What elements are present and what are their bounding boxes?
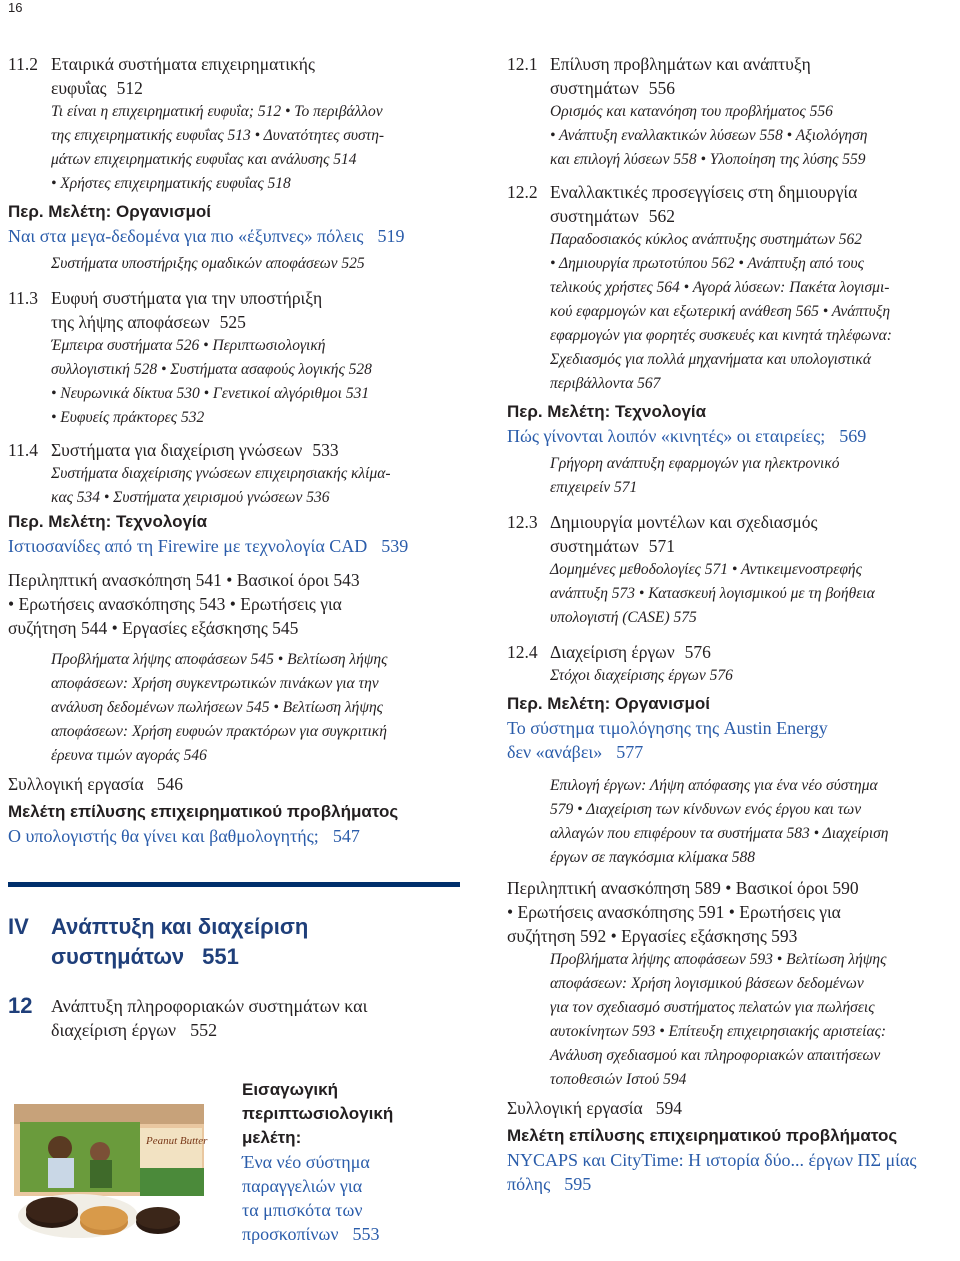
topic-line: τοποθεσιών Ιστού 594 [550, 1071, 687, 1088]
section-page: 576 [684, 642, 711, 662]
problem-case-title: Ο υπολογιστής θα γίνει και βαθμολογητής; [8, 826, 319, 846]
topic-line: ανάπτυξη 573 • Κατασκευή λογισμικού με τη βοήθεια [550, 585, 875, 602]
topic-line: • Νευρωνικά δίκτυα 530 • Γενετικοί αλγόριθμοι 531 [51, 385, 370, 402]
box-label-text: Peanut Butter [146, 1135, 208, 1147]
page-number: 16 [8, 0, 23, 15]
section-page: 525 [219, 312, 246, 332]
section-title-line2: ευφυΐας [51, 78, 107, 98]
toc-right-column [507, 52, 957, 1196]
topic-line: κας 534 • Συστήματα χειρισμού γνώσεων 536 [51, 489, 330, 506]
section-12-4[interactable] [507, 640, 957, 688]
topic-line: Επιλογή έργων: Λήψη απόφασης για ένα νέο σύστημα [550, 777, 878, 794]
chapter-title-line2: διαχείριση έργων [51, 1020, 177, 1040]
chapter-12-heading[interactable] [8, 994, 468, 1042]
case-study-4[interactable] [507, 692, 957, 764]
section-title-line1: Εταιρικά συστήματα επιχειρηματικής [51, 54, 315, 74]
topic-line: • Ευφυείς πράκτορες 532 [51, 409, 205, 426]
topic-line: • Δημιουργία πρωτοτύπου 562 • Ανάπτυξη από τους [550, 255, 864, 272]
intro-title-line: προσκοπίνων [242, 1224, 339, 1244]
topic-line: Συστήματα διαχείρισης γνώσεων επιχειρησιακής κλίμα- [51, 465, 391, 482]
section-page: 562 [648, 206, 675, 226]
topic-line: αποφάσεων: Χρήση λογισμικού βάσεων δεδομένων [550, 975, 864, 992]
business-problem-case[interactable] [8, 800, 464, 848]
topic-line: Τι είναι η επιχειρηματική ευφυΐα; 512 • Το περιβάλλον [51, 103, 383, 120]
topic-line: της επιχειρηματικής ευφυΐας 513 • Δυνατότητες συστη- [51, 127, 385, 144]
topic-line: έργων σε παγκόσμια κλίμακα 588 [550, 849, 755, 866]
topic-line: • Ανάπτυξη εναλλακτικών λύσεων 558 • Αξιολόγηση [550, 127, 868, 144]
topic-line: Προβλήματα λήψης αποφάσεων 545 • Βελτίωση λήψης [51, 651, 388, 668]
case-study-title: Πώς γίνονται λοιπόν «κινητές» οι εταιρείες; [507, 426, 826, 446]
topic-line: έρευνα τιμών αγοράς 546 [51, 747, 207, 764]
topic-line: αλλαγών που επιφέρουν τα συστήματα 583 • Διαχείριση [550, 825, 889, 842]
section-number: 12.2 [507, 182, 538, 202]
topic-line: επιχειρείν 571 [550, 479, 638, 496]
section-title-line2: συστημάτων [550, 536, 639, 556]
chapter-title-line1: Ανάπτυξη πληροφοριακών συστημάτων και [51, 996, 368, 1016]
case-study-page: 519 [377, 226, 405, 246]
topic-line: Στόχοι διαχείρισης έργων 576 [550, 667, 733, 684]
topic-line: Ανάλυση σχεδιασμού και πληροφοριακών απαιτήσεων [550, 1047, 881, 1064]
intro-label-line: μελέτη: [242, 1128, 302, 1147]
topic-line: Συστήματα υποστήριξης ομαδικών αποφάσεων 525 [51, 255, 365, 272]
topic-line: και επιλογή λύσεων 558 • Υλοποίηση της λύσης 559 [550, 151, 866, 168]
section-title-line1: Διαχείριση έργων [550, 642, 675, 662]
topic-line: Γρήγορη ανάπτυξη εφαρμογών για ηλεκτρονικό [550, 455, 840, 472]
section-title-line1: Δημιουργία μοντέλων και σχεδιασμός [550, 512, 818, 532]
topic-line: αυτοκίνητων 593 • Επίτευξη επιχειρησιακής αριστείας: [550, 1023, 887, 1040]
case-study-label: Περ. Μελέτη: Οργανισμοί [507, 694, 710, 713]
part-heading[interactable] [8, 912, 468, 972]
topic-line: Δομημένες μεθοδολογίες 571 • Αντικειμενοστρεφής [550, 561, 862, 578]
topic-line: Έμπειρα συστήματα 526 • Περιπτωσιολογική [51, 337, 326, 354]
intro-title-line: Ένα νέο σύστημα [242, 1152, 370, 1172]
case-study-page: 569 [839, 426, 867, 446]
section-12-3[interactable] [507, 510, 957, 630]
section-page: 571 [648, 536, 675, 556]
section-12-2[interactable] [507, 180, 957, 396]
section-page: 556 [648, 78, 675, 98]
case-study-2[interactable] [8, 510, 464, 558]
section-page: 512 [116, 78, 143, 98]
problem-case-label: Μελέτη επίλυσης επιχειρηματικού προβλήματος [8, 802, 399, 821]
topic-line: εφαρμογών για φορητές συσκευές και κινητά τηλέφωνα: [550, 327, 892, 344]
topic-line: Παραδοσιακός κύκλος ανάπτυξης συστημάτων 562 [550, 231, 863, 248]
part-number: IV [8, 914, 29, 939]
section-number: 11.3 [8, 288, 38, 308]
topic-line: κού εφαρμογών και εξωτερική ανάθεση 565 • Ανάπτυξη [550, 303, 891, 320]
intro-page: 553 [352, 1224, 380, 1244]
case-study-title: Το σύστημα τιμολόγησης της Austin Energy [507, 718, 828, 738]
section-11-4[interactable] [8, 438, 464, 510]
case-study-1[interactable] [8, 200, 464, 248]
topic-line: • Χρήστες επιχειρηματικής ευφυΐας 518 [51, 175, 291, 192]
review-line: Περιληπτική ανασκόπηση 589 • Βασικοί όροι 590 [507, 878, 859, 898]
part-divider-rule [8, 882, 460, 887]
chapter-review[interactable] [8, 568, 464, 640]
business-problem-case[interactable] [507, 1124, 957, 1196]
intro-title-line: τα μπισκότα των [242, 1200, 363, 1220]
intro-label-line: Εισαγωγική [242, 1080, 338, 1099]
topic-line: αποφάσεων: Χρήση ευφυών πρακτόρων για συγκριτική [51, 723, 387, 740]
topic-line: υπολογιστή (CASE) 575 [550, 609, 697, 626]
topic-line: συλλογιστική 528 • Συστήματα ασαφούς λογικής 528 [51, 361, 372, 378]
case-study-title-line2: δεν «ανάβει» [507, 742, 603, 762]
part-title-line1: Ανάπτυξη και διαχείριση [51, 914, 309, 939]
topic-line: Σχεδιασμός για πολλά μηχανήματα και υπολογιστικά [550, 351, 871, 368]
section-11-2[interactable] [8, 52, 464, 196]
hands-on-exercises [8, 648, 464, 768]
chapter-page: 552 [190, 1020, 218, 1040]
topic-line: περιβάλλοντα 567 [550, 375, 661, 392]
section-number: 11.4 [8, 440, 38, 460]
case-study-label: Περ. Μελέτη: Οργανισμοί [8, 202, 211, 221]
section-12-1[interactable] [507, 52, 957, 172]
topic-line: ανάλυση δεδομένων πωλήσεων 545 • Βελτίωση λήψης [51, 699, 383, 716]
topic-line: τελικούς χρήστες 564 • Αγορά λύσεων: Πακέτα λογισμι- [550, 279, 890, 296]
problem-case-title-line2: πόλης [507, 1174, 551, 1194]
review-line: • Ερωτήσεις ανασκόπησης 591 • Ερωτήσεις για [507, 902, 841, 922]
part-page: 551 [202, 944, 239, 969]
section-title-line1: Επίλυση προβλημάτων και ανάπτυξη [550, 54, 811, 74]
topic-line: Ορισμός και κατανόηση του προβλήματος 556 [550, 103, 833, 120]
chapter-review[interactable] [507, 876, 957, 948]
toc-left-column [8, 52, 464, 848]
case-study-3[interactable] [507, 400, 957, 448]
case-study-page: 539 [381, 536, 409, 556]
section-title-line1: Συστήματα για διαχείριση γνώσεων [51, 440, 303, 460]
section-title-line1: Ευφυή συστήματα για την υποστήριξη [51, 288, 323, 308]
section-page: 533 [312, 440, 339, 460]
section-title-line1: Εναλλακτικές προσεγγίσεις στη δημιουργία [550, 182, 858, 202]
girl-scout-cookies-photo [8, 1098, 234, 1248]
section-title-line2: συστημάτων [550, 206, 639, 226]
case-study-page: 577 [616, 742, 644, 762]
section-number: 12.4 [507, 642, 538, 662]
section-number: 12.1 [507, 54, 538, 74]
hands-on-exercises [507, 948, 957, 1092]
collaboration-entry[interactable]: Συλλογική εργασία 546 [8, 774, 184, 794]
part-title-line2: συστημάτων [51, 944, 185, 969]
review-line: συζήτηση 592 • Εργασίες εξάσκησης 593 [507, 926, 798, 946]
section-title-line2: της λήψης αποφάσεων [51, 312, 210, 332]
case-study-title: Ναι στα μεγα-δεδομένα για πιο «έξυπνες» πόλεις [8, 226, 364, 246]
review-line: • Ερωτήσεις ανασκόπησης 543 • Ερωτήσεις για [8, 594, 342, 614]
section-number: 12.3 [507, 512, 538, 532]
collaboration-entry[interactable]: Συλλογική εργασία 594 [507, 1098, 683, 1118]
problem-case-label: Μελέτη επίλυσης επιχειρηματικού προβλήματος [507, 1126, 898, 1145]
intro-title-line: παραγγελιών για [242, 1176, 363, 1196]
topic-line: αποφάσεων: Χρήση συγκεντρωτικών πινάκων για την [51, 675, 379, 692]
topic-line: 579 • Διαχείριση των κίνδυνων ενός έργου και των [550, 801, 862, 818]
case-study-label: Περ. Μελέτη: Τεχνολογία [507, 402, 707, 421]
section-number: 11.2 [8, 54, 38, 74]
case-study-title: Ιστιοσανίδες από τη Firewire με τεχνολογία CAD [8, 536, 368, 556]
topic-line: για τον σχεδιασμό συστήματος πελατών για πωλήσεις [550, 999, 875, 1016]
problem-case-page: 595 [564, 1174, 592, 1194]
intro-label-line: περιπτωσιολογική [242, 1104, 394, 1123]
chapter-number: 12 [8, 993, 33, 1018]
review-line: Περιληπτική ανασκόπηση 541 • Βασικοί όροι 543 [8, 570, 360, 590]
topic-line: Προβλήματα λήψης αποφάσεων 593 • Βελτίωση λήψης [550, 951, 887, 968]
problem-case-title: NYCAPS και CityTime: Η ιστορία δύο... έργων ΠΣ μίας [507, 1150, 917, 1170]
topic-line: μάτων επιχειρηματικής ευφυΐας και ανάλυσης 514 [51, 151, 357, 168]
section-title-line2: συστημάτων [550, 78, 639, 98]
intro-case-study[interactable] [242, 1078, 462, 1246]
review-line: συζήτηση 544 • Εργασίες εξάσκησης 545 [8, 618, 299, 638]
problem-case-page: 547 [332, 826, 360, 846]
section-11-3[interactable] [8, 286, 464, 430]
case-study-label: Περ. Μελέτη: Τεχνολογία [8, 512, 208, 531]
part-iv-block [8, 912, 468, 1042]
